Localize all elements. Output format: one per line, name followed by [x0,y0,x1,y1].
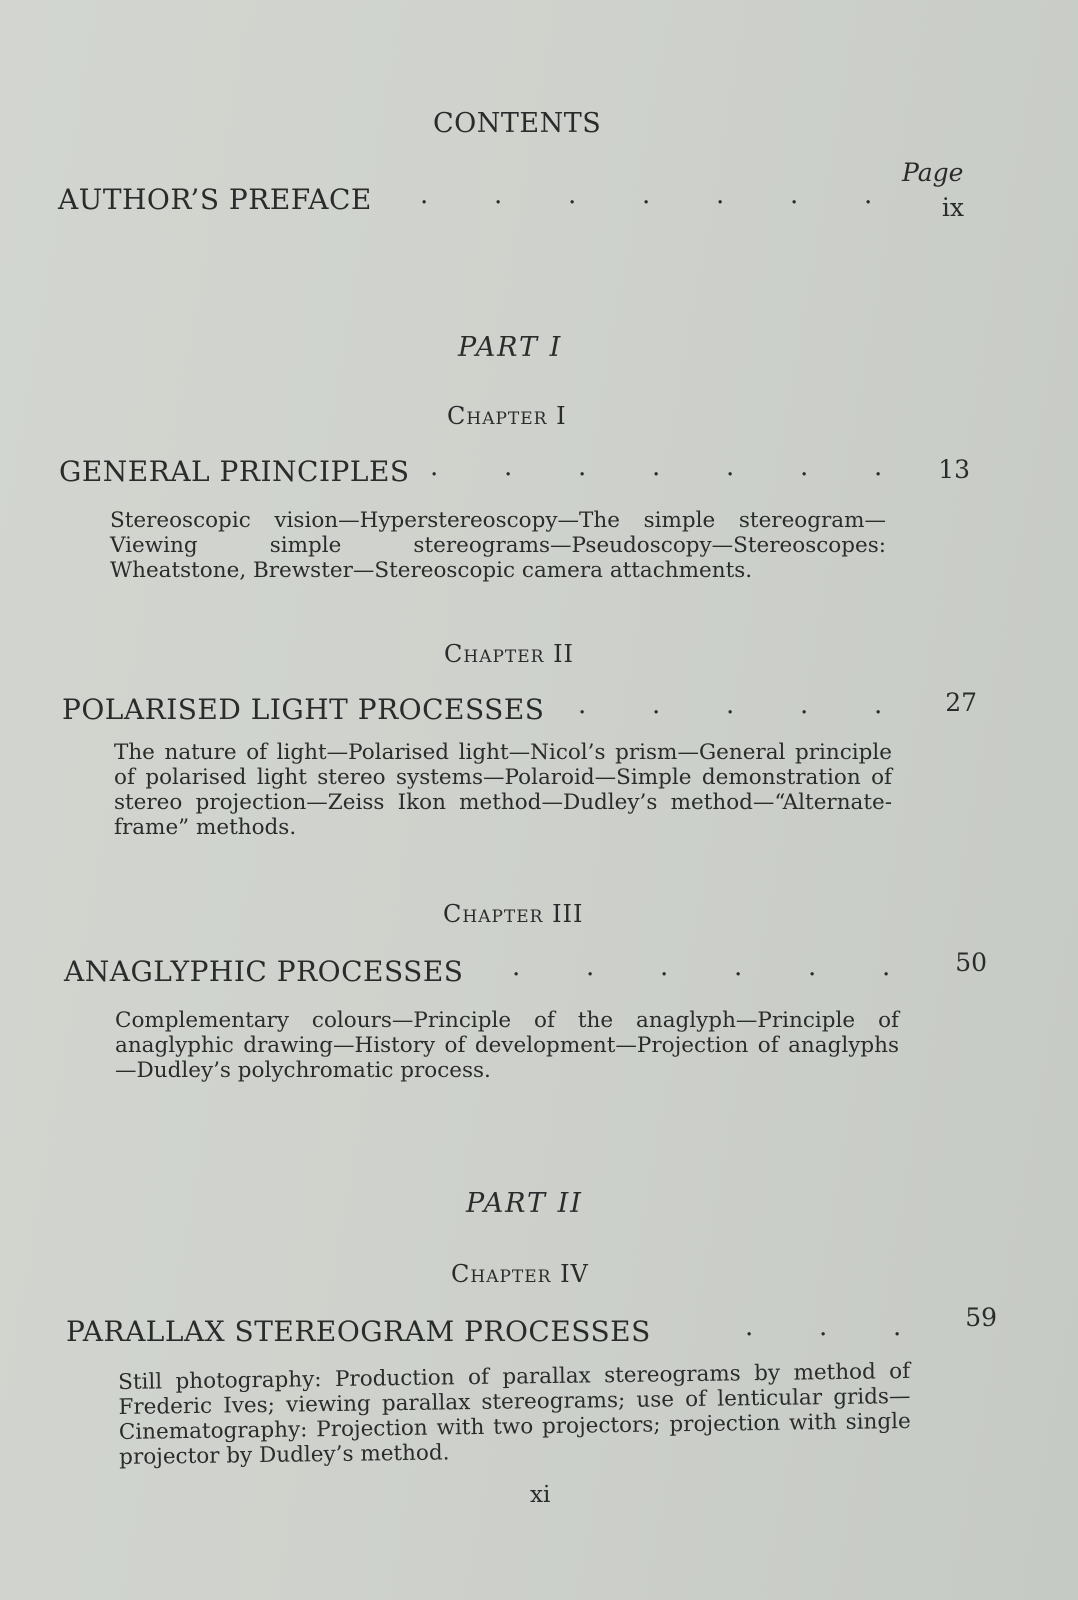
folio-page-number: xi [530,1482,551,1508]
preface-title: AUTHOR’S PREFACE [58,183,372,216]
chapter-summary: Complementary colours—Principle of the anaglyph—Principle of anaglyphic drawing—History of development—Projection of anaglyphs—Dudley’s polychromatic process. [115,1008,899,1083]
chapter-heading: Chapter II [444,640,575,668]
chapter-page-number: 13 [938,455,970,484]
part-heading: PART II [466,1188,583,1219]
dot-leader: . . . . . [578,690,883,720]
chapter-title: PARALLAX STEREOGRAM PROCESSES [66,1315,651,1348]
chapter-title: GENERAL PRINCIPLES [59,455,410,488]
dot-leader: . . . . . . [512,952,891,982]
chapter-heading: Chapter I [447,402,567,430]
chapter-summary: The nature of light—Polarised light—Nicol’s prism—General principle of polarised light stereo systems—Polaroid—Simple demonstration of stereo projection—Zeiss Ikon method—Dudley’s method—“Alternate-frame” methods. [114,740,892,840]
chapter-page-number: 27 [945,688,977,717]
chapter-page-number: 59 [965,1303,997,1332]
chapter-title: POLARISED LIGHT PROCESSES [62,693,545,726]
chapter-summary: Still photography: Production of parallax stereograms by method of Frederic Ives; viewing parallax stereograms; use of lenticular grids—Cinematography: Projection with two projectors; projection with single projector by Dudley’s method. [118,1358,911,1470]
dot-leader: . . . . . . . [430,452,883,482]
chapter-title: ANAGLYPHIC PROCESSES [64,955,464,988]
preface-page-number: ix [941,193,964,222]
chapter-heading: Chapter IV [451,1260,589,1288]
page-column-label: Page [902,158,964,187]
chapter-heading: Chapter III [443,900,584,928]
part-heading: PART I [458,332,563,363]
contents-title: CONTENTS [433,108,602,139]
chapter-page-number: 50 [955,948,987,977]
dot-leader: . . . [745,1312,902,1342]
chapter-summary: Stereoscopic vision—Hyperstereoscopy—The simple stereogram—Viewing simple stereograms—Pseudoscopy—Stereoscopes: Wheatstone, Brewster—Stereoscopic camera attachments. [110,508,886,583]
dot-leader: . . . . . . . [420,180,873,210]
